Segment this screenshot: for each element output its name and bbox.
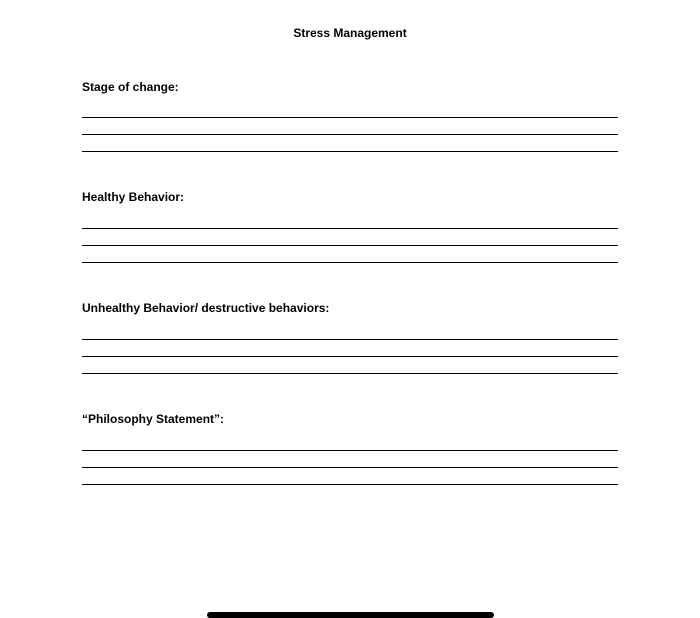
section-label: “Philosophy Statement”: (82, 412, 225, 426)
answer-line[interactable] (82, 134, 618, 135)
page-title: Stress Management (293, 26, 407, 40)
section-label: Unhealthy Behavior/ destructive behaviors: (82, 301, 330, 315)
section-unhealthy-behavior (82, 300, 618, 316)
answer-line[interactable] (82, 339, 618, 340)
answer-line[interactable] (82, 467, 618, 468)
section-label: Stage of change: (82, 80, 179, 94)
answer-line[interactable] (82, 245, 618, 246)
answer-line[interactable] (82, 450, 618, 451)
answer-line[interactable] (82, 356, 618, 357)
answer-line[interactable] (82, 151, 618, 152)
section-healthy-behavior (82, 189, 618, 205)
answer-line[interactable] (82, 262, 618, 263)
answer-line[interactable] (82, 117, 618, 118)
section-philosophy-statement (82, 411, 618, 427)
answer-line[interactable] (82, 484, 618, 485)
home-indicator[interactable] (207, 612, 494, 618)
answer-line[interactable] (82, 373, 618, 374)
section-label: Healthy Behavior: (82, 190, 185, 204)
section-stage-of-change (82, 79, 618, 95)
answer-line[interactable] (82, 228, 618, 229)
